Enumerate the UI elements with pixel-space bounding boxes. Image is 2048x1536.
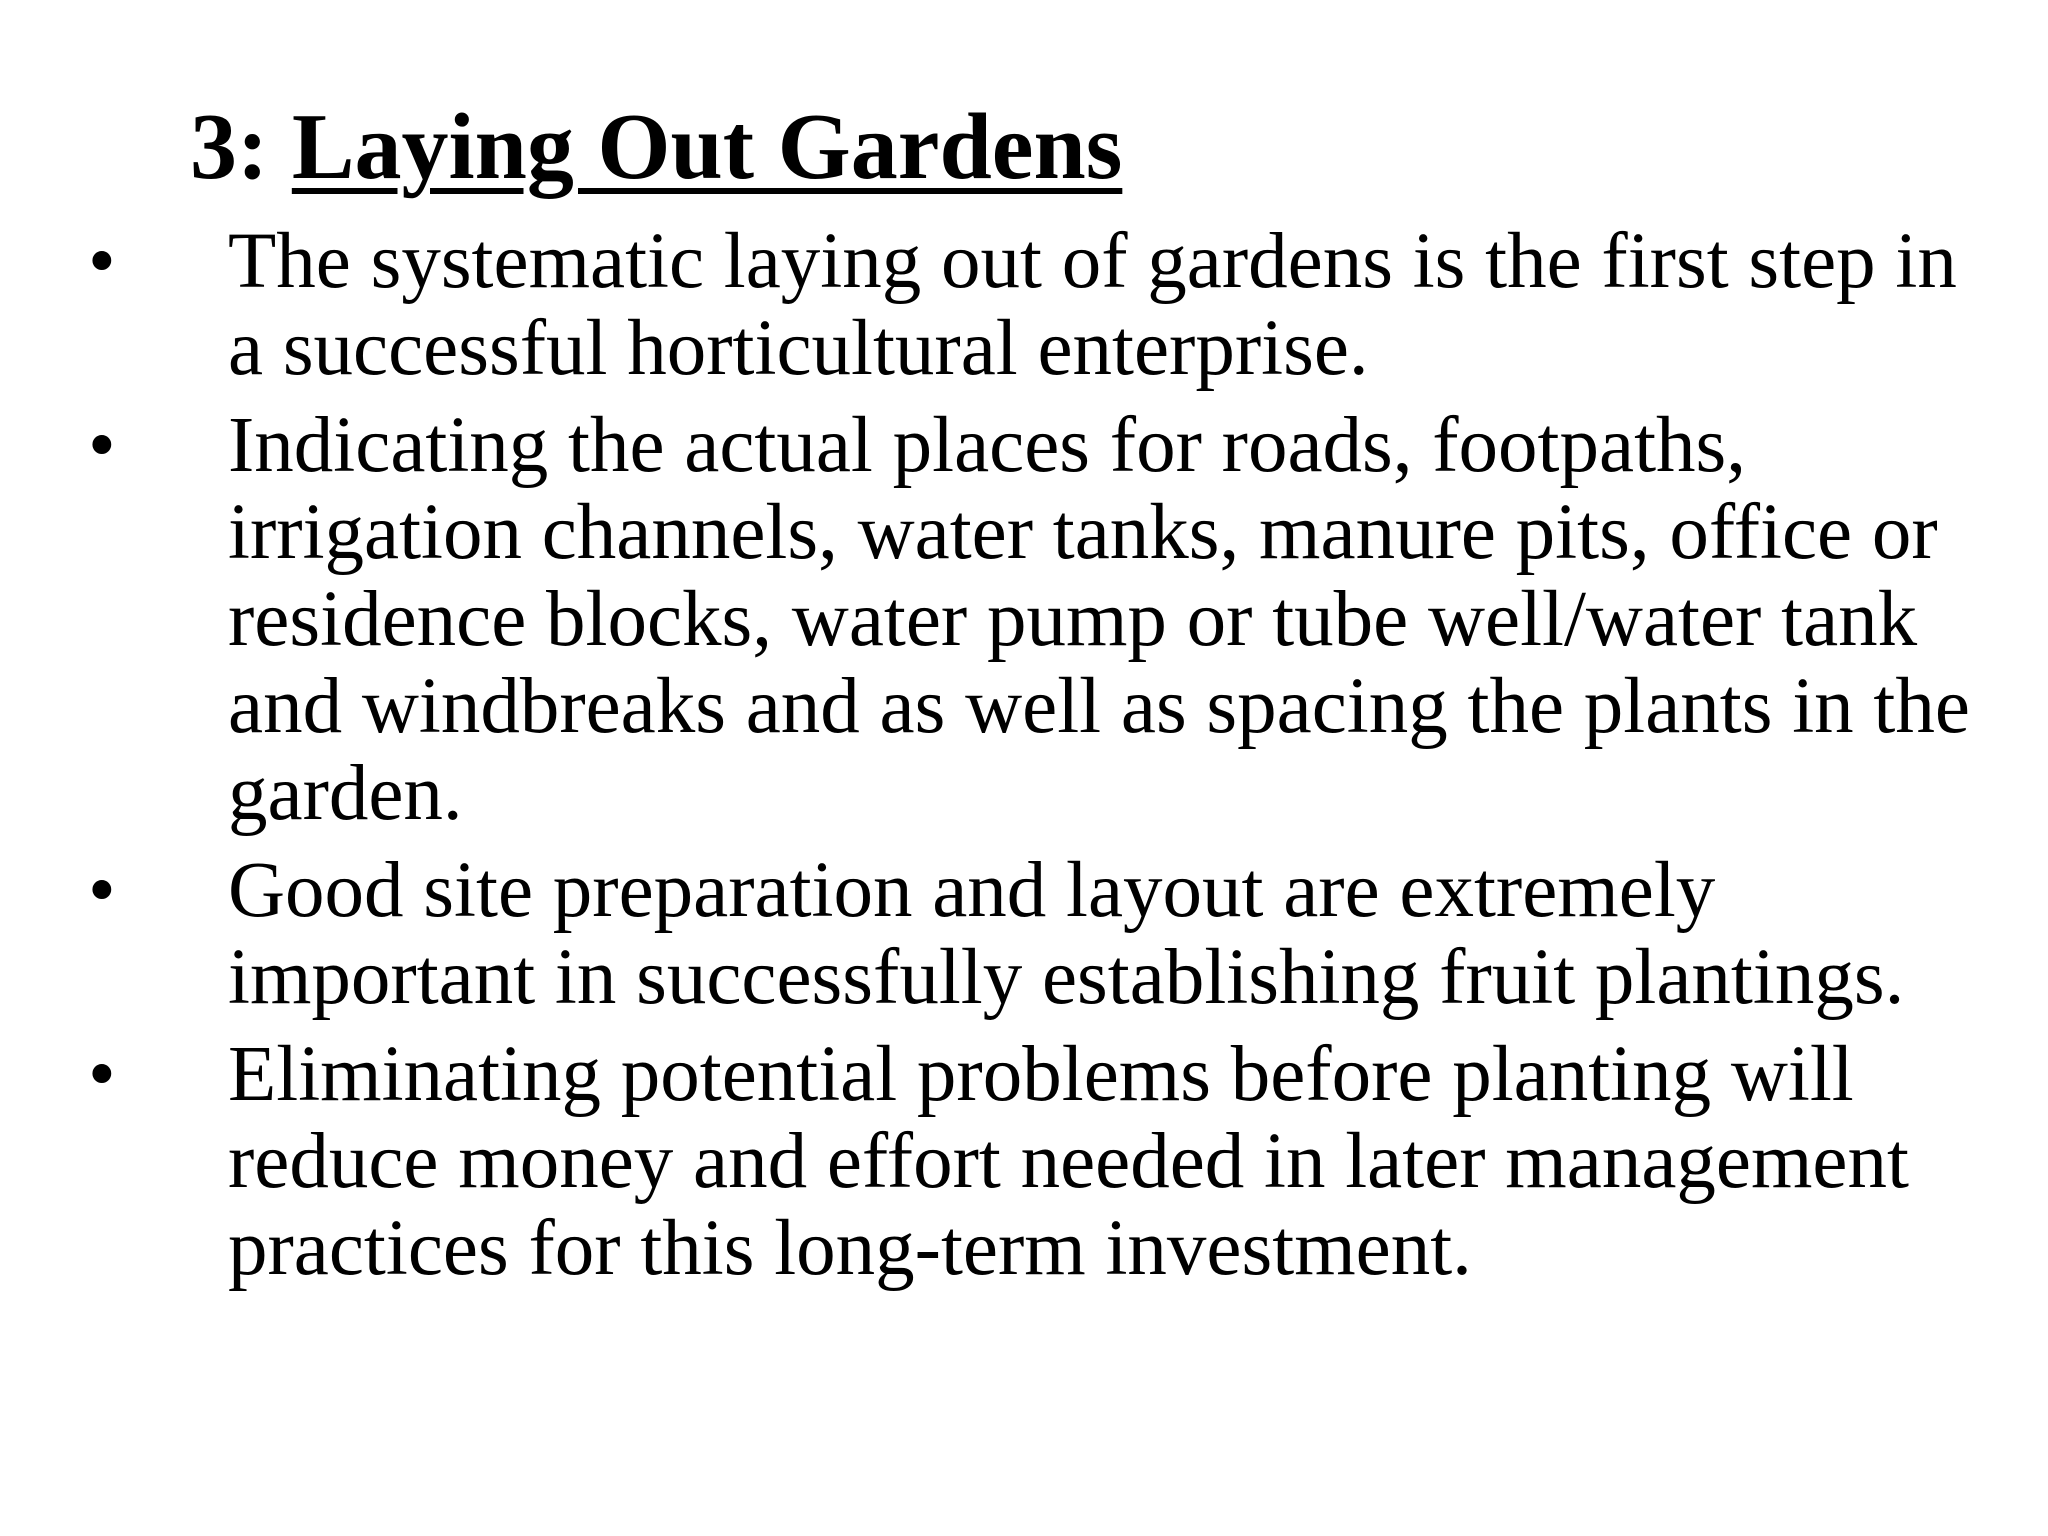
bullet-text: The systematic laying out of gardens is the first step in a successful horticultural enterprise.	[228, 218, 1957, 392]
bullet-text: Eliminating potential problems before planting will reduce money and effort needed in later management practices for this long-term investment.	[228, 1031, 1909, 1292]
slide-title-number: 3:	[190, 95, 292, 199]
slide-title-text: Laying Out Gardens	[291, 95, 1123, 199]
bullet-item	[0, 1031, 2048, 1292]
bullet-text: Good site preparation and layout are extremely important in successfully establishing fruit plantings.	[228, 847, 1905, 1021]
bullet-list	[0, 218, 2048, 1302]
bullet-dot-icon: •	[88, 847, 116, 934]
bullet-item	[0, 402, 2048, 837]
bullet-dot-icon: •	[88, 402, 116, 489]
bullet-item	[0, 218, 2048, 392]
bullet-text: Indicating the actual places for roads, footpaths, irrigation channels, water tanks, manure pits, office or residence blocks, water pump or tube well/water tank and windbreaks and as well as spacing the plants in the garden.	[228, 402, 1970, 837]
bullet-dot-icon: •	[88, 218, 116, 305]
bullet-dot-icon: •	[88, 1031, 116, 1118]
slide-title	[190, 96, 1122, 199]
bullet-item	[0, 847, 2048, 1021]
